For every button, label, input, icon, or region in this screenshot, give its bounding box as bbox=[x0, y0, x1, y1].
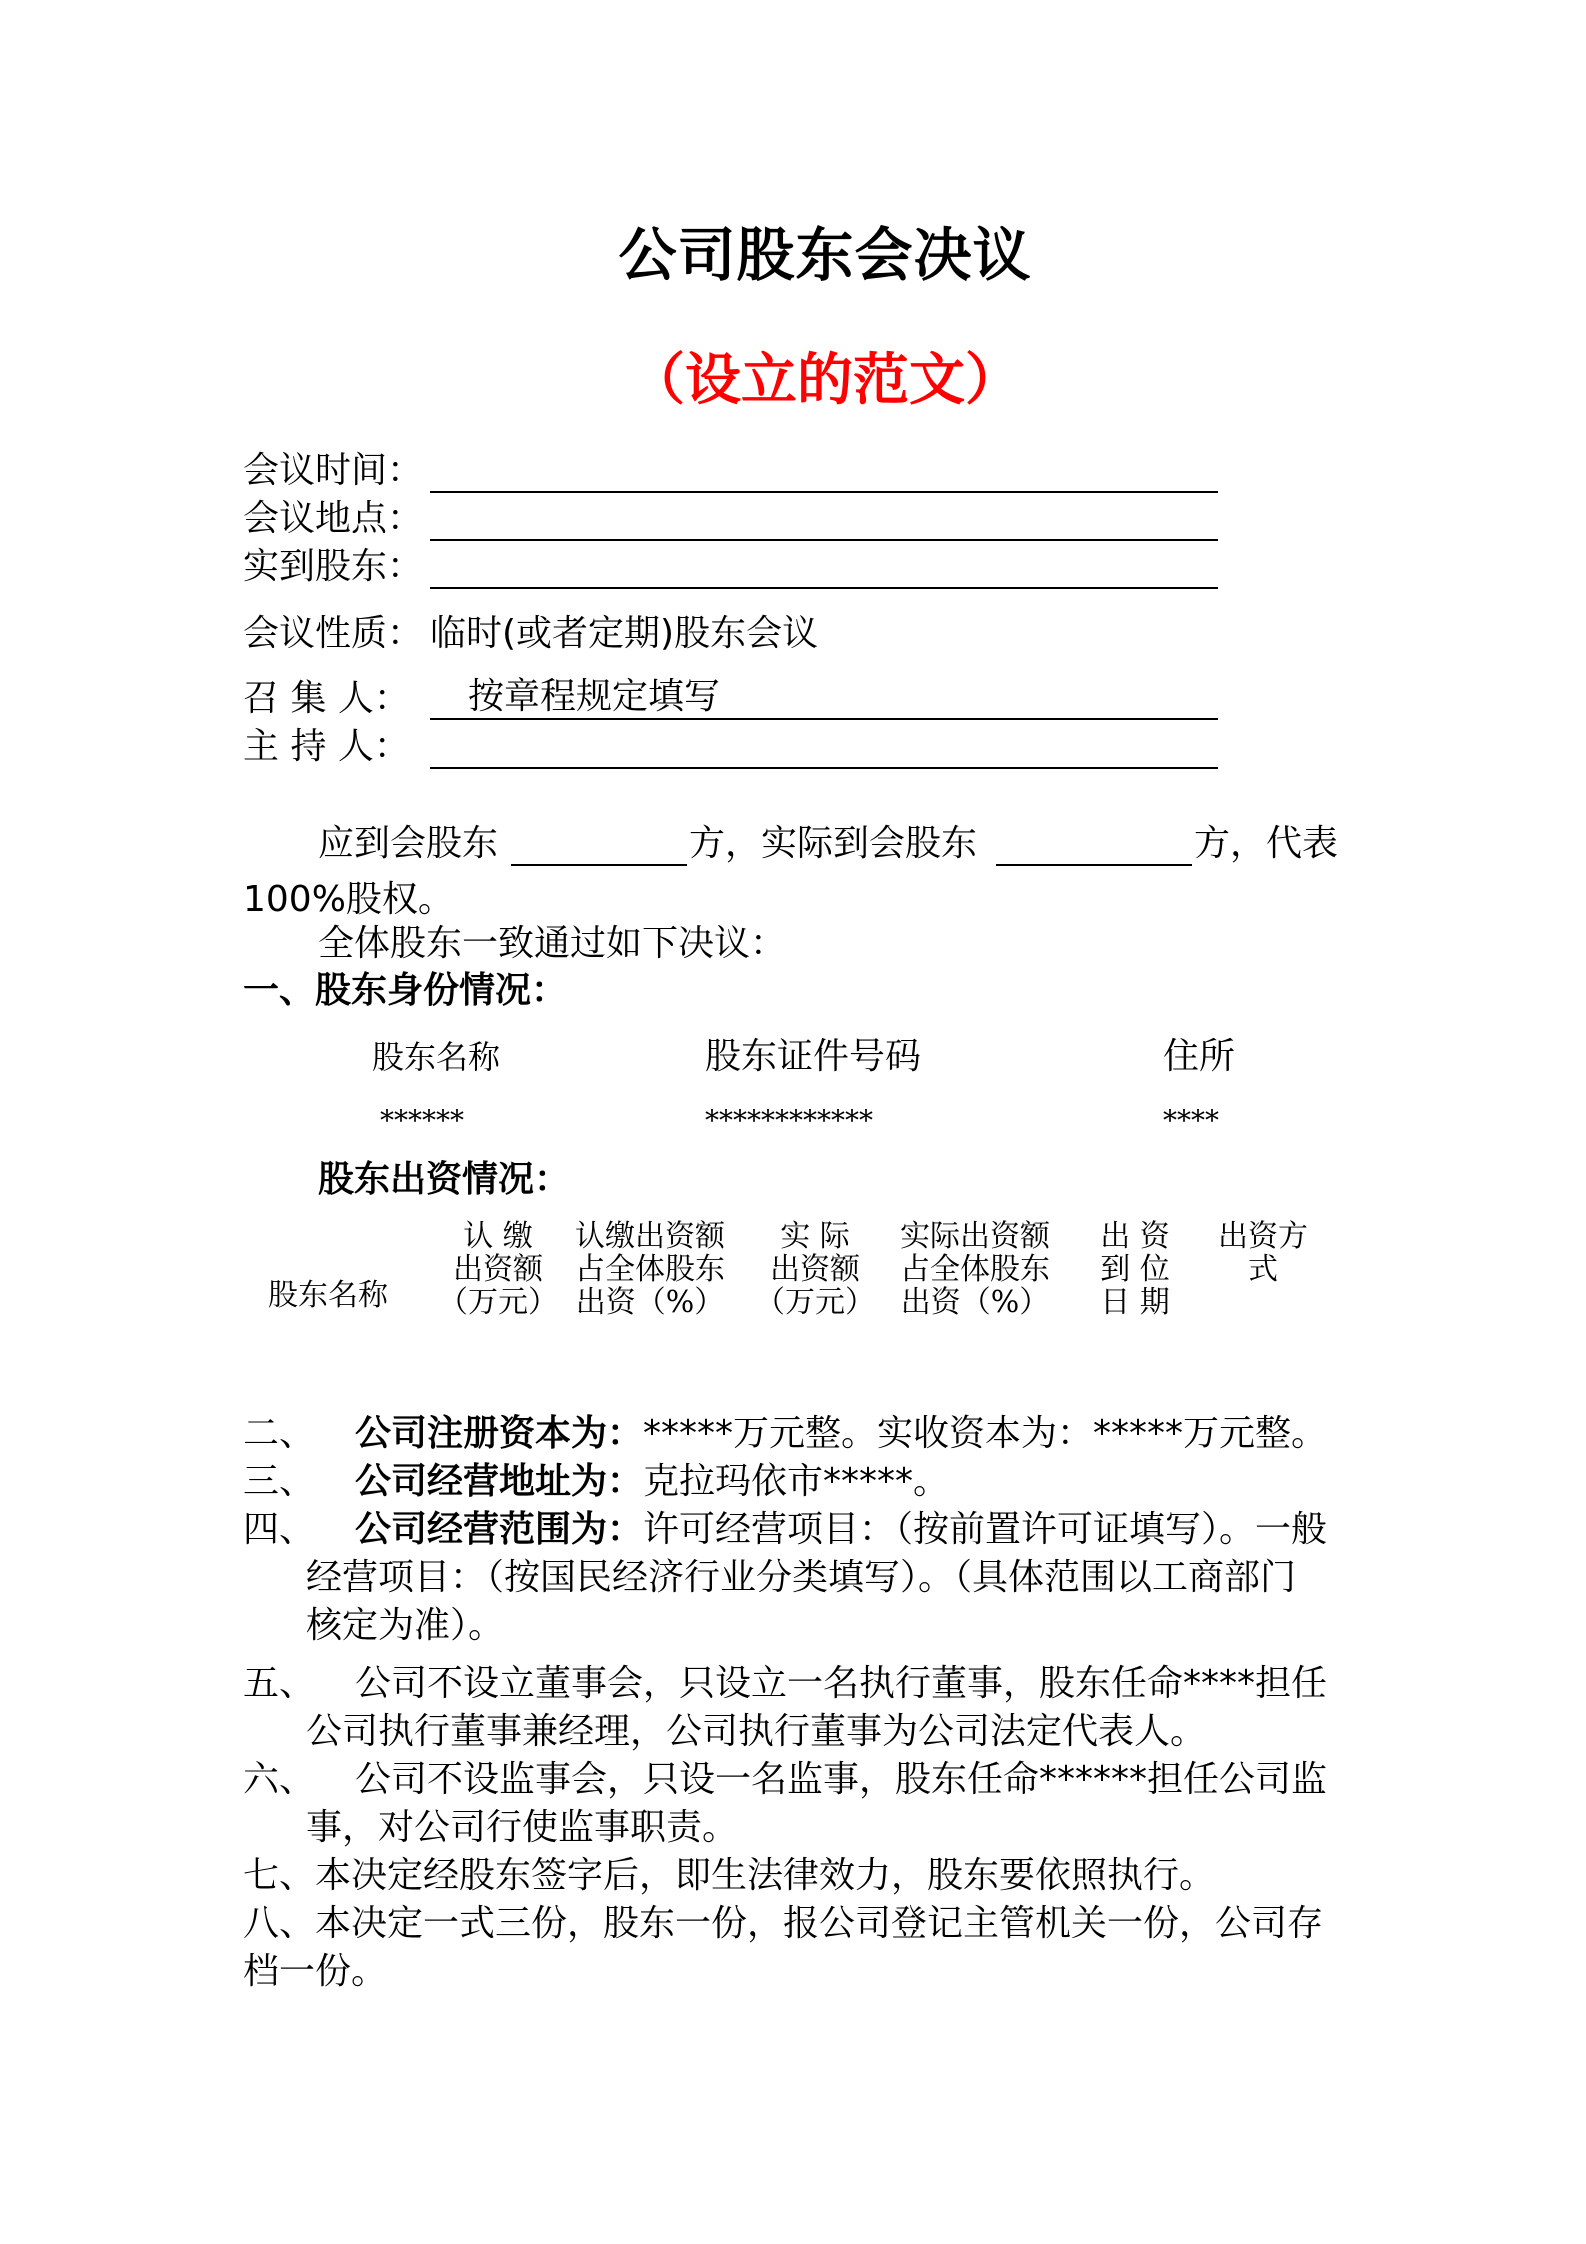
table-cell-address: **** bbox=[1163, 1104, 1219, 1137]
header-line: 式 bbox=[1248, 1252, 1278, 1287]
table-header-address: 住所 bbox=[1163, 1036, 1236, 1077]
header-line: 日 期 bbox=[1100, 1285, 1170, 1320]
field-label-host: 主 持 人： bbox=[243, 726, 410, 767]
attendance-text-3: 方，代表 bbox=[1194, 823, 1339, 864]
table-header-id-number: 股东证件号码 bbox=[705, 1036, 922, 1077]
field-value-convener: 按章程规定填写 bbox=[468, 676, 721, 717]
header-line: （万元） bbox=[438, 1285, 558, 1320]
header-line: 出资额 bbox=[770, 1252, 860, 1287]
field-label-meeting-nature: 会议性质： bbox=[243, 613, 424, 654]
item-2 bbox=[355, 1405, 1327, 1456]
capital-col-subscribed-ratio bbox=[565, 1220, 735, 1319]
header-line: 占全体股东 bbox=[900, 1252, 1050, 1287]
field-value-meeting-nature: 临时(或者定期)股东会议 bbox=[430, 613, 819, 654]
item-4-cont-2: 核定为准）。 bbox=[306, 1605, 505, 1646]
header-line: 认缴出资额 bbox=[575, 1219, 725, 1254]
header-line: 占全体股东 bbox=[575, 1252, 725, 1287]
document-subtitle: （设立的范文） bbox=[629, 348, 1021, 413]
item-4-cont-1: 经营项目：（按国民经济行业分类填写）。（具体范围以工商部门 bbox=[306, 1557, 1297, 1598]
item-8-cont: 档一份。 bbox=[243, 1951, 388, 1992]
item-2-text: *****万元整。实收资本为：*****万元整。 bbox=[643, 1413, 1328, 1454]
capital-col-name: 股东名称 bbox=[268, 1278, 388, 1313]
header-line: 出资（%） bbox=[575, 1285, 725, 1320]
document-title: 公司股东会决议 bbox=[618, 221, 1032, 289]
header-line: 到 位 bbox=[1100, 1252, 1170, 1287]
convener-line[interactable] bbox=[430, 718, 1218, 720]
table-cell-id-number: ************ bbox=[705, 1104, 873, 1137]
item-6-text: 公司不设监事会，只设一名监事，股东任命******担任公司监 bbox=[355, 1759, 1328, 1800]
item-4-text: 许可经营项目：（按前置许可证填写）。一般 bbox=[643, 1509, 1328, 1550]
capital-col-date bbox=[1090, 1220, 1180, 1319]
meeting-place-line[interactable] bbox=[430, 539, 1218, 541]
item-8: 八、本决定一式三份，股东一份，报公司登记主管机关一份，公司存 bbox=[243, 1903, 1324, 1944]
section-heading-capital: 股东出资情况： bbox=[318, 1159, 571, 1200]
item-3-bold: 公司经营地址为： bbox=[355, 1461, 644, 1502]
attendance-text-4: 100%股权。 bbox=[243, 879, 454, 920]
item-5-cont-1: 公司执行董事兼经理，公司执行董事为公司法定代表人。 bbox=[306, 1711, 1207, 1752]
item-number-3: 三、 bbox=[243, 1461, 316, 1502]
field-label-meeting-time: 会议时间： bbox=[243, 450, 424, 491]
item-number-4: 四、 bbox=[243, 1509, 316, 1550]
capital-col-method bbox=[1208, 1220, 1318, 1286]
item-number-6: 六、 bbox=[243, 1759, 316, 1800]
table-header-name: 股东名称 bbox=[372, 1038, 501, 1076]
header-line: （万元） bbox=[755, 1285, 875, 1320]
meeting-time-line[interactable] bbox=[430, 491, 1218, 493]
attendance-text-2: 方，实际到会股东 bbox=[689, 823, 978, 864]
actual-shareholders-line[interactable] bbox=[996, 864, 1192, 866]
header-line: 实 际 bbox=[780, 1219, 850, 1254]
header-line: 出 资 bbox=[1100, 1219, 1170, 1254]
item-number-2: 二、 bbox=[243, 1413, 316, 1454]
item-6-cont-1: 事，对公司行使监事职责。 bbox=[306, 1807, 739, 1848]
field-label-convener: 召 集 人： bbox=[243, 678, 410, 719]
header-line: 认 缴 bbox=[463, 1219, 533, 1254]
item-3 bbox=[355, 1453, 949, 1504]
resolution-intro: 全体股东一致通过如下决议： bbox=[318, 923, 787, 964]
header-line: 实际出资额 bbox=[900, 1219, 1050, 1254]
table-cell-name: ****** bbox=[380, 1104, 464, 1137]
attending-shareholders-line[interactable] bbox=[430, 587, 1218, 589]
item-4 bbox=[355, 1501, 1327, 1552]
item-3-text: 克拉玛依市*****。 bbox=[643, 1461, 950, 1502]
item-7: 七、本决定经股东签字后，即生法律效力，股东要依照执行。 bbox=[243, 1855, 1216, 1896]
field-label-attending-shareholders: 实到股东： bbox=[243, 546, 424, 587]
capital-col-subscribed-amount bbox=[438, 1220, 558, 1319]
field-label-meeting-place: 会议地点： bbox=[243, 498, 424, 539]
item-5-text: 公司不设立董事会，只设立一名执行董事，股东任命****担任 bbox=[355, 1663, 1328, 1704]
item-number-5: 五、 bbox=[243, 1663, 316, 1704]
header-line: 出资方 bbox=[1218, 1219, 1308, 1254]
capital-col-actual-amount bbox=[755, 1220, 875, 1319]
header-line: 出资额 bbox=[453, 1252, 543, 1287]
expected-shareholders-line[interactable] bbox=[511, 864, 687, 866]
section-heading-identity: 一、股东身份情况： bbox=[243, 970, 568, 1011]
item-2-bold: 公司注册资本为： bbox=[355, 1413, 644, 1454]
item-4-bold: 公司经营范围为： bbox=[355, 1509, 644, 1550]
capital-col-actual-ratio bbox=[890, 1220, 1060, 1319]
attendance-text-1: 应到会股东 bbox=[318, 823, 499, 864]
header-line: 出资（%） bbox=[900, 1285, 1050, 1320]
host-line[interactable] bbox=[430, 767, 1218, 769]
